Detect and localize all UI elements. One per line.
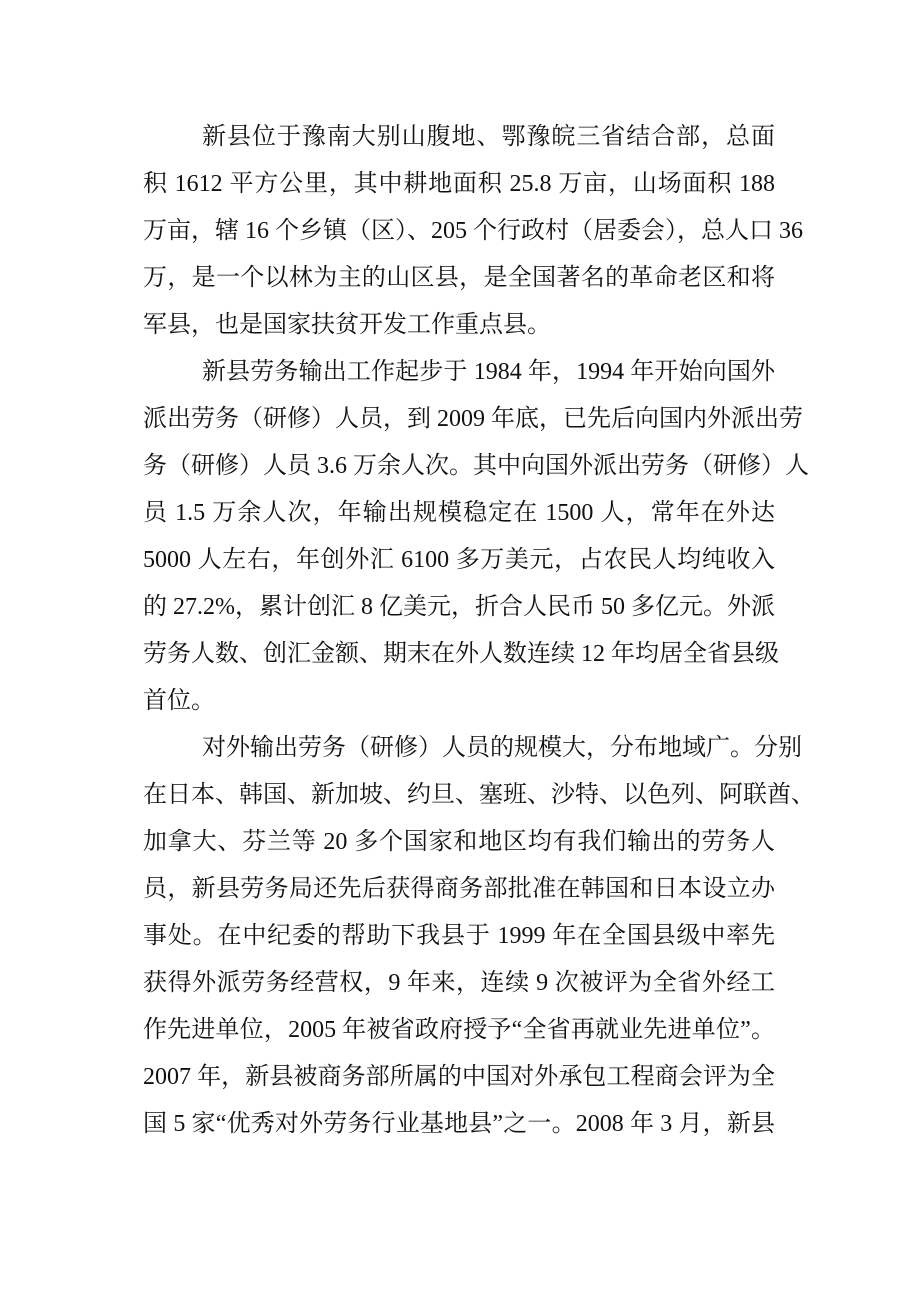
text-line: 对外输出劳务（研修）人员的规模大，分布地域广。分别 [202, 735, 802, 761]
text-line: 2007 年，新县被商务部所属的中国对外承包工程商会评为全 [143, 1064, 775, 1090]
text-line: 加拿大、芬兰等 20 多个国家和地区均有我们输出的劳务人 [143, 829, 775, 855]
text-line: 务（研修）人员 3.6 万余人次。其中向国外派出劳务（研修）人 [143, 453, 809, 479]
text-line: 员 1.5 万余人次，年输出规模稳定在 1500 人，常年在外达 [143, 500, 775, 526]
text-line: 劳务人数、创汇金额、期末在外人数连续 12 年均居全省县级 [143, 641, 779, 667]
text-line: 在日本、韩国、新加坡、约旦、塞班、沙特、以色列、阿联酋、 [143, 782, 815, 808]
text-line: 作先进单位，2005 年被省政府授予“全省再就业先进单位”。 [143, 1017, 775, 1043]
text-line: 新县位于豫南大别山腹地、鄂豫皖三省结合部，总面 [202, 124, 775, 150]
text-line: 获得外派劳务经营权，9 年来，连续 9 次被评为全省外经工 [143, 970, 775, 996]
text-line: 新县劳务输出工作起步于 1984 年，1994 年开始向国外 [202, 359, 775, 385]
text-line: 国 5 家“优秀对外劳务行业基地县”之一。2008 年 3 月，新县 [143, 1111, 775, 1137]
text-line: 积 1612 平方公里，其中耕地面积 25.8 万亩，山场面积 188 [143, 171, 775, 197]
text-line: 万亩，辖 16 个乡镇（区）、205 个行政村（居委会），总人口 36 [143, 218, 803, 244]
text-line: 事处。在中纪委的帮助下我县于 1999 年在全国县级中率先 [143, 923, 775, 949]
text-line: 派出劳务（研修）人员，到 2009 年底，已先后向国内外派出劳 [143, 406, 803, 432]
text-line: 员，新县劳务局还先后获得商务部批准在韩国和日本设立办 [143, 876, 775, 902]
text-line: 的 27.2%，累计创汇 8 亿美元，折合人民币 50 多亿元。外派 [143, 594, 775, 620]
text-line: 军县，也是国家扶贫开发工作重点县。 [143, 312, 551, 338]
text-line: 万，是一个以林为主的山区县，是全国著名的革命老区和将 [143, 265, 775, 291]
text-line: 首位。 [143, 688, 215, 714]
text-line: 5000 人左右，年创外汇 6100 多万美元，占农民人均纯收入 [143, 547, 775, 573]
